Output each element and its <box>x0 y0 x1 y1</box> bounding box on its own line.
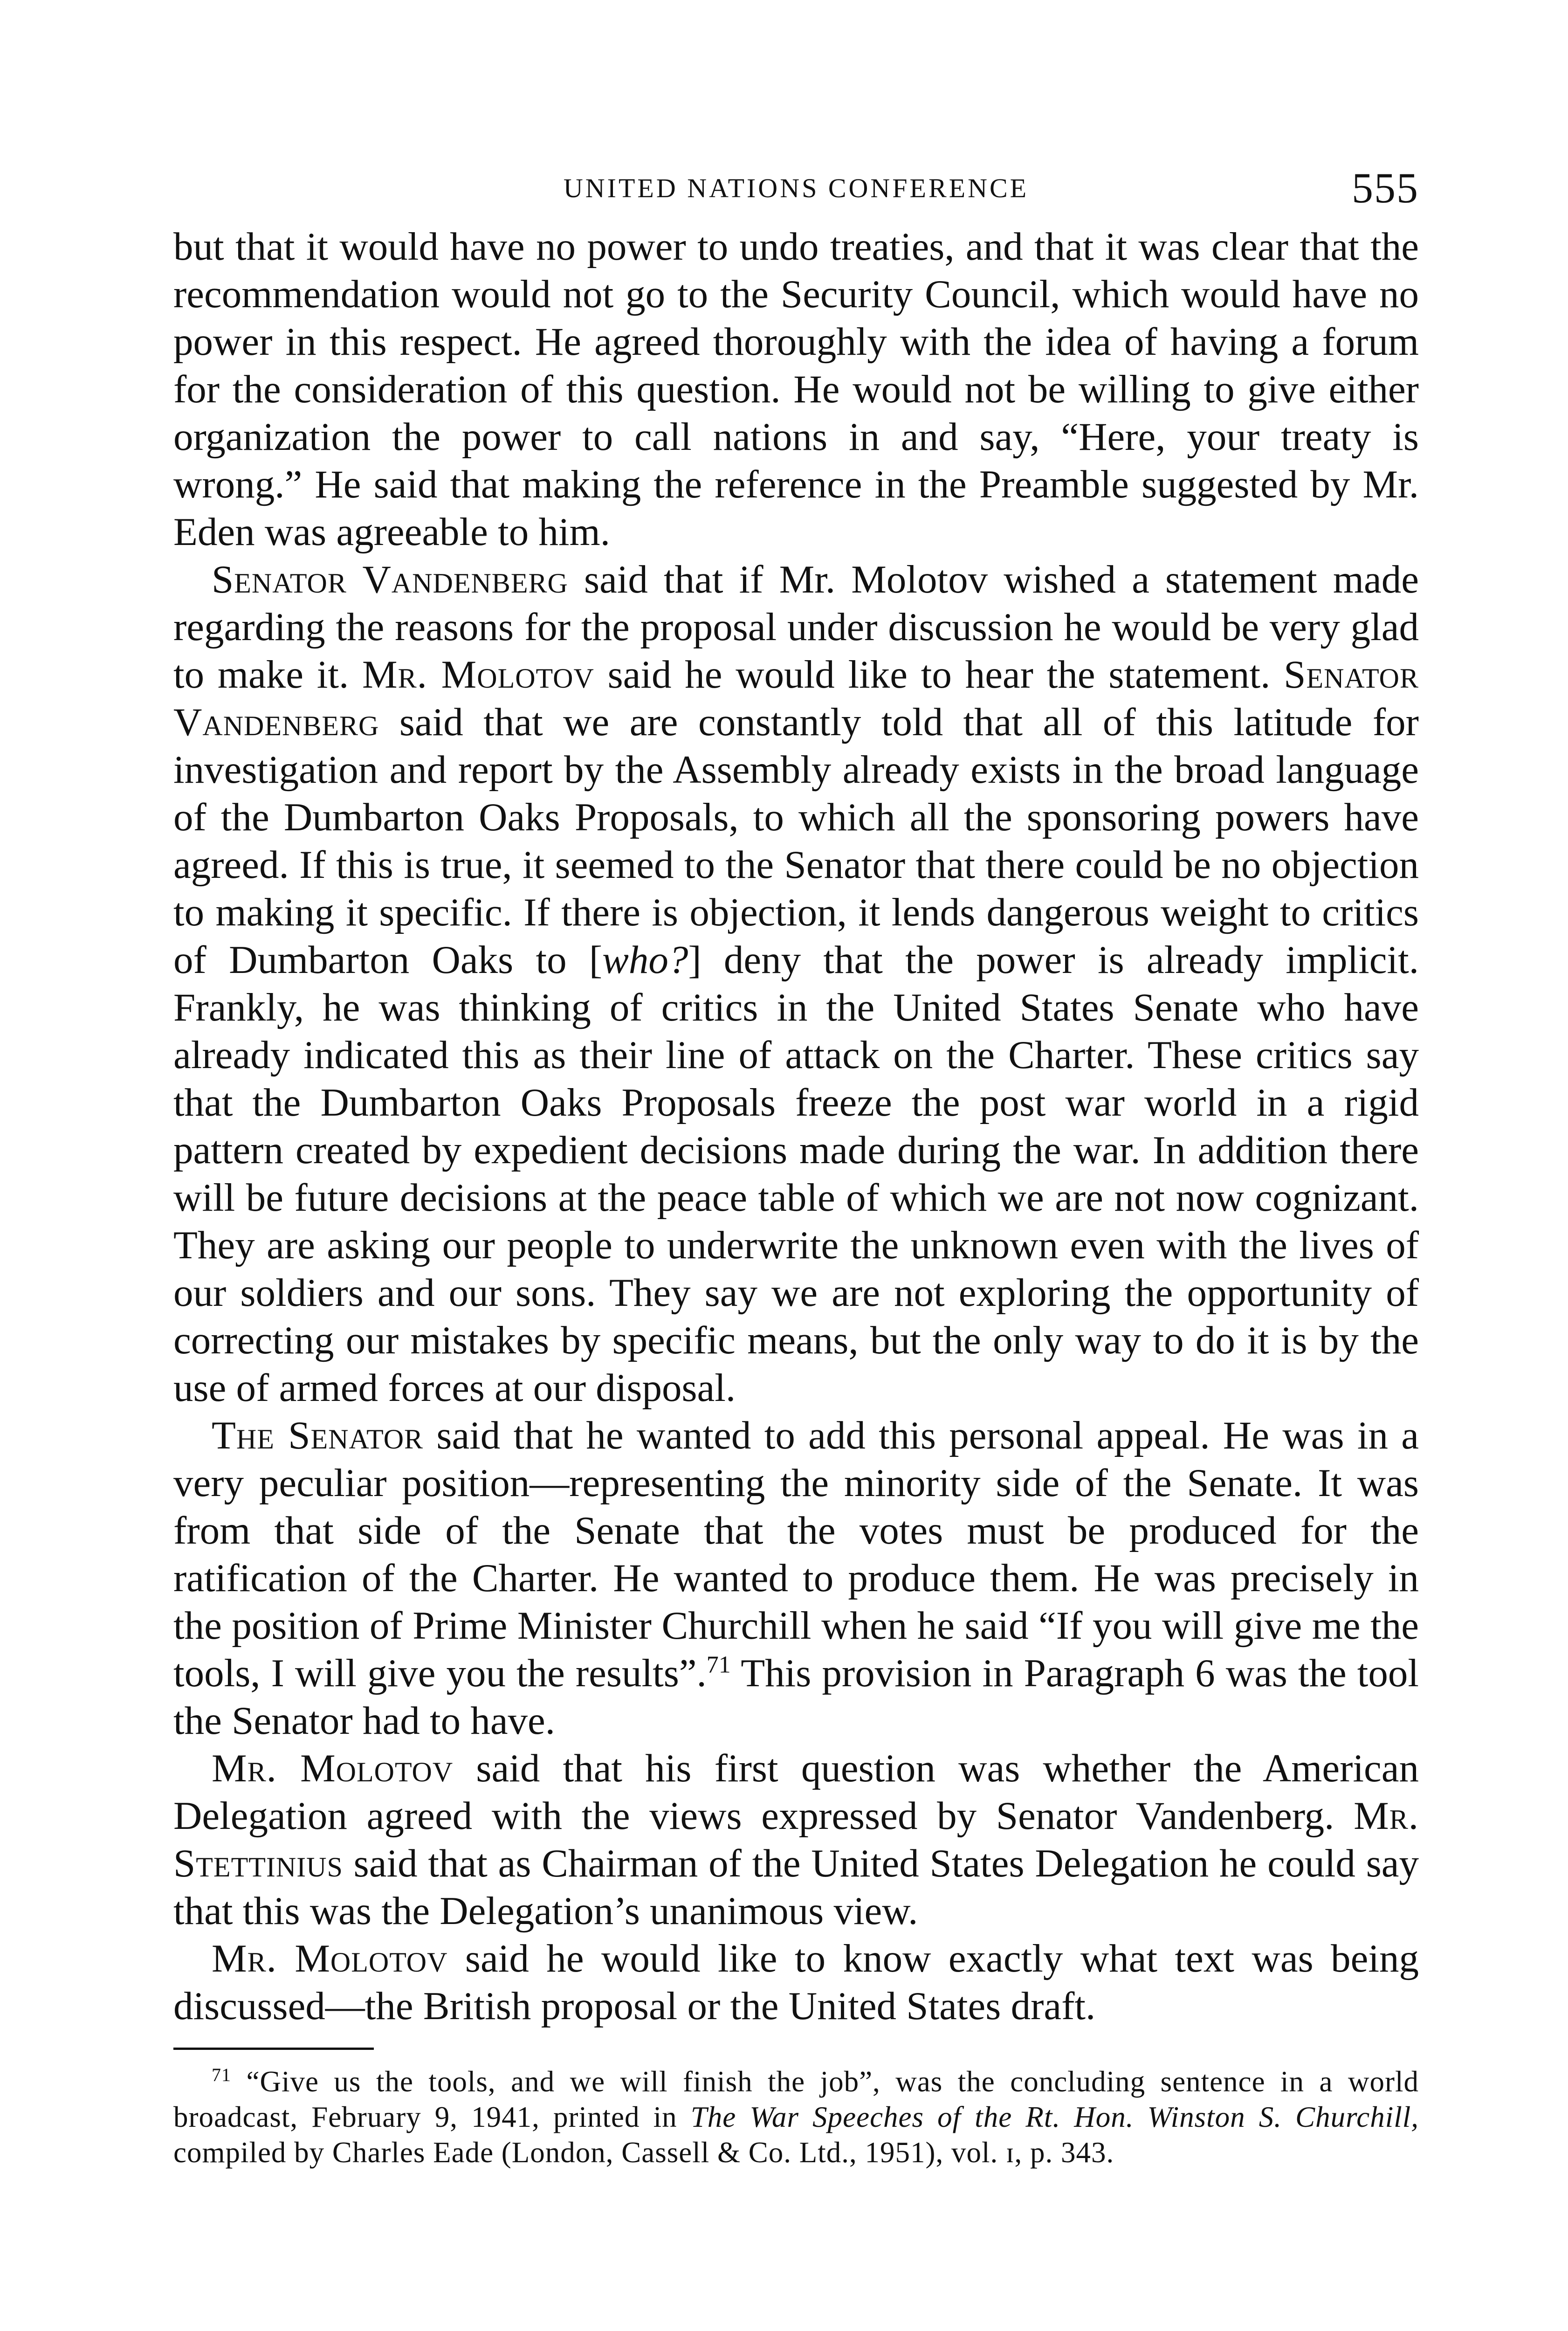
footnote <box>173 2064 1419 2170</box>
paragraph-text: ] deny that the power is already implicit. Frankly, he was thinking of critics in the United States Senate who have already indicated this as their line of attack on the Charter. These critics say that the Dumbarton Oaks Proposals freeze the post war world in a rigid pattern created by expedient decisions made during the war. In addition there will be future decisions at the peace table of which we are not now cognizant. They are asking our people to underwrite the unknown even with the lives of our soldiers and our sons. They say we are not exploring the opportunity of correcting our mistakes by specific means, but the only way to do it is by the use of armed forces at our disposal. <box>173 938 1419 1410</box>
paragraph-text: said that as Chairman of the United States Delegation he could say that this was the Delegation’s unanimous view. <box>173 1841 1419 1933</box>
paragraph-text: This provision in Paragraph 6 was the tool the Senator had to have. <box>173 1651 1419 1743</box>
speaker-name: Mr. Molotov <box>212 1746 454 1790</box>
paragraph-4 <box>173 1745 1419 1935</box>
speaker-name: Mr. Molotov <box>212 1937 448 1980</box>
paragraph-3 <box>173 1412 1419 1745</box>
footnote-reference: 71 <box>706 1651 731 1678</box>
speaker-name: Senator Vandenberg <box>212 558 568 601</box>
paragraph-1-text: but that it would have no power to undo treaties, and that it was clear that the recommendation would not go to the Security Council, which would have no power in this respect. He agreed thoroughly with the idea of having a forum for the consideration of this question. He would not be willing to give either organization the power to call nations in and say, “Here, your treaty is wrong.” He said that making the reference in the Preamble suggested by Mr. Eden was agreeable to him. <box>173 225 1419 554</box>
footnote-text: compiled by Charles Eade (London, Cassell & Co. Ltd., 1951), vol. ɪ, p. 343. <box>173 2136 1114 2169</box>
paragraph-text: said that he wanted to add this personal appeal. He was in a very peculiar position—representing the minority side of the Senate. It was from that side of the Senate that the votes must be produced for the ratification of the Charter. He wanted to produce them. He was precisely in the position of Prime Minister Churchill when he said “If you will give me the tools, I will give you the results”. <box>173 1414 1419 1695</box>
speaker-name: Mr. Molotov <box>362 653 594 697</box>
speaker-name: The Senator <box>212 1414 424 1457</box>
running-title: UNITED NATIONS CONFERENCE <box>563 173 1029 203</box>
paragraph-text: said he would like to hear the statement. <box>594 653 1284 697</box>
paragraph-text: said that his first question was whether the American Delegation agreed with the views expressed by Senator Vandenberg. <box>173 1746 1419 1838</box>
editorial-insertion: who? <box>602 938 688 982</box>
footnote-title: The War Speeches of the Rt. Hon. Winston S. Churchill, <box>690 2101 1419 2133</box>
footnote-divider <box>173 2048 374 2050</box>
paragraph-text: said that if Mr. Molotov wished a statement made regarding the reasons for the proposal under discussion he would be very glad to make it. <box>173 558 1419 697</box>
page-number: 555 <box>1352 164 1419 212</box>
footnote-number: 71 <box>212 2064 231 2085</box>
running-header <box>173 163 1419 219</box>
paragraph-2 <box>173 556 1419 1412</box>
paragraph-text: said that we are constantly told that all of this latitude for investigation and report by the Assembly already exists in the broad language of the Dumbarton Oaks Proposals, to which all the sponsoring powers have agreed. If this is true, it seemed to the Senator that there could be no objection to making it specific. If there is objection, it lends dangerous weight to critics of Dumbarton Oaks to [ <box>173 700 1419 982</box>
paragraph-text: said he would like to know exactly what text was being discussed—the British proposal or the United States draft. <box>173 1937 1419 2028</box>
speaker-name: Senator Vandenberg <box>173 653 1419 744</box>
footnote-text: “Give us the tools, and we will finish the job”, was the concluding sentence in a world broadcast, February 9, 1941, printed in <box>173 2065 1419 2133</box>
body-text <box>173 223 1419 2030</box>
paragraph-1 <box>173 223 1419 556</box>
document-page <box>173 163 1419 2170</box>
paragraph-5 <box>173 1935 1419 2030</box>
speaker-name: Mr. Stettinius <box>173 1794 1419 1885</box>
